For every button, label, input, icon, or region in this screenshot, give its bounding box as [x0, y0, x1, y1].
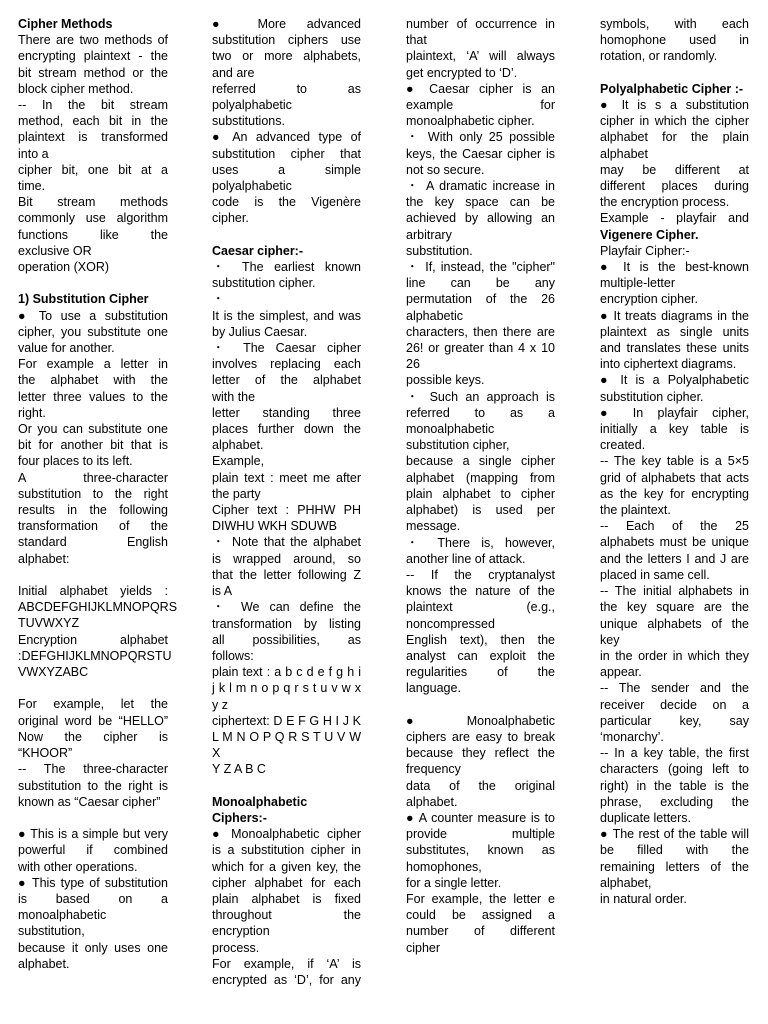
text-line: particular key, say — [600, 713, 749, 728]
text-line: created. — [600, 438, 646, 453]
text-line: polyalphabetic — [212, 98, 292, 113]
text-line: ABCDEFGHIJKLMNOPQRS — [18, 600, 178, 615]
text-line: and translates these units — [600, 341, 749, 356]
text-line: example for — [406, 98, 555, 113]
text-line: achieved by allowing an — [406, 211, 555, 226]
text-line: Now the cipher is — [18, 729, 168, 744]
text-line: for a single letter. — [406, 875, 502, 890]
text-line: and are — [212, 65, 255, 80]
text-line: could be assigned a — [406, 908, 555, 923]
text-line: ● A counter measure is to — [406, 810, 555, 825]
text-line: right. — [18, 405, 46, 420]
text-line: method, each bit in the — [18, 114, 168, 129]
blank-line — [18, 567, 168, 583]
blank-line — [18, 680, 168, 696]
text-line: not so secure. — [406, 162, 485, 177]
text-line: encrypted as ‘D’, for any — [212, 972, 361, 987]
text-line: into ciphertext diagrams. — [600, 357, 737, 372]
text-line: y z — [212, 697, 228, 712]
text-line: substitutions. — [212, 114, 285, 129]
text-line: alphabet. — [18, 956, 70, 971]
text-line: two or more alphabets, — [212, 49, 361, 64]
text-line: knows the nature of the — [406, 584, 555, 599]
text-line: substitution. — [406, 243, 473, 258]
text-line: Encryption alphabet — [18, 632, 168, 647]
text-line: the party — [212, 486, 261, 501]
text-column-2 — [212, 16, 361, 988]
text-line: ● To use a substitution — [18, 308, 168, 323]
text-line: alphabet (mapping from — [406, 470, 555, 485]
text-line: plain text : meet me after — [212, 470, 361, 485]
text-line: provide multiple — [406, 827, 555, 842]
blank-line — [18, 275, 168, 291]
text-line: value for another. — [18, 341, 115, 356]
text-line: ● It is a Polyalphabetic — [600, 373, 749, 388]
text-line: alphabet. — [406, 794, 458, 809]
text-line: ● It is the best-known — [600, 260, 749, 275]
text-line: ・ Note that the alphabet — [212, 535, 361, 550]
text-line: substitution cipher that — [212, 146, 361, 161]
text-line: ‘monarchy’. — [600, 729, 664, 744]
text-line: the key square are the — [600, 600, 749, 615]
text-line: ● This is a simple but very — [18, 827, 168, 842]
text-line: plaintext, ‘A’ will always — [406, 49, 555, 64]
text-line: plain text : a b c d e f g h i — [212, 665, 361, 680]
text-line: characters, then there are — [406, 324, 555, 339]
text-line: line can be any — [406, 276, 555, 291]
text-line: monoalphabetic cipher. — [406, 114, 535, 129]
text-column-4 — [600, 16, 749, 907]
blank-line — [212, 227, 361, 243]
text-line: ● This type of substitution — [18, 875, 168, 890]
section-heading: Polyalphabetic Cipher :- — [600, 81, 744, 96]
text-line: that — [406, 33, 427, 48]
text-line: ● In playfair cipher, — [600, 405, 749, 420]
text-line: is wrapped around, so — [212, 551, 361, 566]
text-line: keys, the Caesar cipher is — [406, 146, 555, 161]
text-line: -- The sender and the — [600, 681, 749, 696]
text-line: cipher, you substitute one — [18, 324, 168, 339]
text-line: be filled with the — [600, 843, 749, 858]
text-line: ・ There is, however, — [406, 535, 555, 550]
text-line: ・ If, instead, the "cipher" — [406, 260, 555, 275]
text-line: ciphertext: D E F G H I J K — [212, 713, 361, 728]
text-line: multiple-letter — [600, 276, 676, 291]
text-line: For example, the letter e — [406, 891, 555, 906]
section-heading: Monoalphabetic — [212, 794, 308, 809]
text-line: L M N O P Q R S T U V W X — [212, 729, 361, 761]
text-line: exclusive OR — [18, 243, 92, 258]
text-line: -- The initial alphabets in — [600, 584, 749, 599]
text-line: cipher. — [212, 211, 249, 226]
text-line: ● It is s a substitution — [600, 98, 749, 112]
text-line: plaintext (e.g., — [406, 600, 555, 615]
text-line: cipher bit, one bit at a — [18, 162, 168, 177]
text-line: because a single cipher — [406, 454, 555, 469]
text-line: A three-character — [18, 470, 168, 485]
text-line: the alphabet with the — [18, 373, 168, 388]
text-line: ・ We can define the — [212, 600, 361, 615]
text-line: process. — [212, 940, 260, 955]
text-line: substitution ciphers use — [212, 33, 361, 48]
text-line: substitution cipher, — [406, 438, 510, 453]
text-line: substitutes, known as — [406, 843, 555, 858]
section-heading: 1) Substitution Cipher — [18, 292, 149, 307]
text-line: alphabet. — [212, 438, 264, 453]
text-line: with other operations. — [18, 859, 138, 874]
text-line: letter of the alphabet — [212, 373, 361, 388]
text-line: as the key for encrypting — [600, 486, 749, 501]
text-line: block cipher method. — [18, 81, 134, 96]
text-line: plain alphabet to cipher — [406, 486, 555, 501]
text-line: four places to its left. — [18, 454, 133, 469]
text-line: alphabet) is used per — [406, 503, 555, 518]
text-line: For example a letter in — [18, 357, 168, 372]
text-line: duplicate letters. — [600, 810, 692, 825]
text-line: ・ A dramatic increase in — [406, 179, 555, 194]
text-line: right) in the table is the — [600, 778, 749, 793]
text-line: follows: — [212, 648, 254, 663]
text-line: 26 — [406, 357, 420, 372]
text-line: grid of alphabets that acts — [600, 470, 749, 485]
text-line: noncompressed — [406, 616, 495, 631]
text-line: It is the simplest, and was — [212, 308, 361, 323]
text-line: ● More advanced — [212, 17, 361, 31]
text-line: is a substitution cipher in — [212, 843, 361, 858]
text-line: is based on a — [18, 891, 168, 906]
text-line: throughout the — [212, 908, 361, 923]
text-line: rotation, or randomly. — [600, 49, 718, 64]
text-line: cipher alphabet for each — [212, 875, 361, 890]
text-line: ・ Such an approach is — [406, 389, 555, 404]
text-line: all possibilities, as — [212, 632, 361, 647]
text-line: transformation by listing — [212, 616, 361, 631]
text-line: homophones, — [406, 859, 482, 874]
text-line: monoalphabetic — [406, 422, 495, 437]
text-line: Example, — [212, 454, 265, 469]
text-line: time. — [18, 179, 46, 194]
text-line: -- The key table is a 5×5 — [600, 454, 749, 469]
blank-line — [406, 697, 555, 713]
text-line: For example, let the — [18, 697, 168, 712]
blank-line — [600, 65, 749, 81]
text-line: powerful if combined — [18, 843, 168, 858]
text-line: -- Each of the 25 — [600, 519, 749, 534]
text-line: and the letters I and J are — [600, 551, 749, 566]
text-line: remaining letters of the — [600, 859, 749, 874]
text-line: alphabet — [600, 146, 648, 161]
text-line: encryption — [212, 924, 270, 939]
text-line: ・ — [212, 292, 225, 307]
text-line: Cipher text : PHHW PH — [212, 503, 361, 518]
text-line: encrypting plaintext - the — [18, 49, 168, 64]
text-line: the encryption process. — [600, 195, 730, 210]
text-line: number of different — [406, 924, 555, 939]
text-line: Y Z A B C — [212, 762, 266, 777]
text-line: uses a simple — [212, 162, 361, 177]
text-line: results in the following — [18, 503, 168, 518]
text-line: :DEFGHIJKLMNOPQRSTU — [18, 648, 172, 663]
text-line: involves replacing each — [212, 357, 361, 372]
text-line: in natural order. — [600, 891, 687, 906]
text-line: that the letter following Z — [212, 567, 361, 582]
text-line: ● It treats diagrams in the — [600, 308, 749, 323]
text-line: polyalphabetic — [212, 179, 292, 194]
text-line: -- In the bit stream — [18, 98, 168, 113]
text-line: into a — [18, 146, 49, 161]
text-line: frequency — [406, 762, 461, 777]
text-line: message. — [406, 519, 461, 534]
text-line: with the — [212, 389, 256, 404]
text-line: homophone used in — [600, 33, 749, 48]
text-line: code is the Vigenère — [212, 195, 361, 210]
text-line: characters (going left to — [600, 762, 749, 777]
text-line: functions like the — [18, 227, 168, 242]
text-line: in the order in which they — [600, 648, 749, 663]
text-column-1 — [18, 16, 178, 972]
text-line: referred to as a — [406, 405, 555, 420]
text-line: places further down the — [212, 422, 361, 437]
text-line: bit stream method or the — [18, 65, 168, 80]
text-line: Example - playfair and — [600, 211, 749, 226]
text-line: encryption cipher. — [600, 292, 698, 307]
text-line: initially a key table is — [600, 422, 749, 437]
text-line: “KHOOR” — [18, 746, 73, 761]
text-line: substitution to the right — [18, 486, 168, 501]
text-line: standard English — [18, 535, 168, 550]
section-heading: Vigenere Cipher. — [600, 227, 699, 242]
section-heading: Cipher Methods — [18, 17, 113, 31]
blank-line — [212, 778, 361, 794]
text-line: VWXYZABC — [18, 665, 89, 680]
text-line: operation (XOR) — [18, 260, 110, 275]
text-line: ● Monoalphabetic — [406, 713, 555, 728]
text-line: another line of attack. — [406, 551, 526, 566]
text-line: may be different at — [600, 162, 749, 177]
text-line: regularities of the — [406, 665, 555, 680]
text-line: which for a given key, the — [212, 859, 361, 874]
text-line: known as “Caesar cipher” — [18, 794, 161, 809]
text-line: alphabet, — [600, 875, 652, 890]
text-line: phrase, excluding the — [600, 794, 749, 809]
text-line: ・ With only 25 possible — [406, 130, 555, 145]
text-line: -- In a key table, the first — [600, 746, 749, 761]
text-line: alphabetic — [406, 308, 463, 323]
text-line: substitution cipher. — [600, 389, 704, 404]
text-line: is A — [212, 584, 233, 599]
text-line: substitution, — [18, 924, 85, 939]
text-line: number of occurrence in — [406, 17, 555, 31]
text-line: bit for another bit that is — [18, 438, 168, 453]
text-line: plaintext is transformed — [18, 130, 168, 145]
text-line: cipher — [406, 940, 441, 955]
text-line: different places during — [600, 179, 749, 194]
text-line: get encrypted to ‘D’. — [406, 65, 518, 80]
text-line: permutation of the 26 — [406, 292, 555, 307]
text-line: ・ The earliest known — [212, 260, 361, 275]
text-line: Initial alphabet yields : — [18, 584, 168, 599]
text-line: 26! or greater than 4 x 10 — [406, 341, 555, 356]
text-line: ● Monoalphabetic cipher — [212, 827, 361, 842]
text-line: substitution to the right is — [18, 778, 168, 793]
text-line: substitution cipher. — [212, 276, 316, 291]
text-line: the key space can be — [406, 195, 555, 210]
text-line: commonly use algorithm — [18, 211, 168, 226]
section-heading: Ciphers:- — [212, 810, 267, 825]
text-line: unique alphabets of the — [600, 616, 749, 631]
text-line: referred to as — [212, 81, 361, 96]
text-line: plain alphabet is fixed — [212, 891, 361, 906]
text-line: by Julius Caesar. — [212, 324, 308, 339]
text-line: receiver decide on a — [600, 697, 749, 712]
text-line: Playfair Cipher:- — [600, 243, 690, 258]
text-line: DIWHU WKH SDUWB — [212, 519, 337, 534]
text-line: because it only uses one — [18, 940, 168, 955]
text-line: j k l m n o p q r s t u v w x — [212, 681, 361, 696]
text-line: letter three values to the — [18, 389, 168, 404]
text-line: analyst can exploit the — [406, 648, 555, 663]
text-line: English text), then the — [406, 632, 555, 647]
section-heading: Caesar cipher:- — [212, 243, 304, 258]
text-line: There are two methods of — [18, 33, 168, 48]
text-line: arbitrary — [406, 227, 452, 242]
text-line: data of the original — [406, 778, 555, 793]
text-line: For example, if ‘A’ is — [212, 956, 361, 971]
text-line: alphabet: — [18, 551, 70, 566]
text-column-3 — [406, 16, 555, 956]
text-line: symbols, with each — [600, 17, 749, 31]
text-line: -- If the cryptanalyst — [406, 567, 555, 582]
text-line: Or you can substitute one — [18, 422, 168, 437]
text-line: because they reflect the — [406, 746, 555, 761]
text-line: key — [600, 632, 620, 647]
text-line: Bit stream methods — [18, 195, 168, 210]
text-line: ● The rest of the table will — [600, 827, 749, 842]
text-line: letter standing three — [212, 405, 361, 420]
text-line: ● An advanced type of — [212, 130, 361, 145]
text-line: appear. — [600, 665, 642, 680]
text-line: original word be “HELLO” — [18, 713, 168, 728]
text-line: -- The three-character — [18, 762, 168, 777]
text-line: ・ The Caesar cipher — [212, 341, 361, 356]
text-line: placed in same cell. — [600, 567, 710, 582]
text-line: alphabet for the plain — [600, 130, 749, 145]
text-line: monoalphabetic — [18, 908, 107, 923]
text-line: possible keys. — [406, 373, 485, 388]
text-line: cipher in which the cipher — [600, 114, 749, 129]
text-line: transformation of the — [18, 519, 168, 534]
text-line: plaintext as single units — [600, 324, 749, 339]
text-line: ● Caesar cipher is an — [406, 81, 555, 96]
text-line: the plaintext. — [600, 503, 671, 518]
text-line: alphabets must be unique — [600, 535, 749, 550]
text-line: ciphers are easy to break — [406, 729, 555, 744]
text-line: TUVWXYZ — [18, 616, 80, 631]
text-line: language. — [406, 681, 461, 696]
blank-line — [18, 810, 168, 826]
